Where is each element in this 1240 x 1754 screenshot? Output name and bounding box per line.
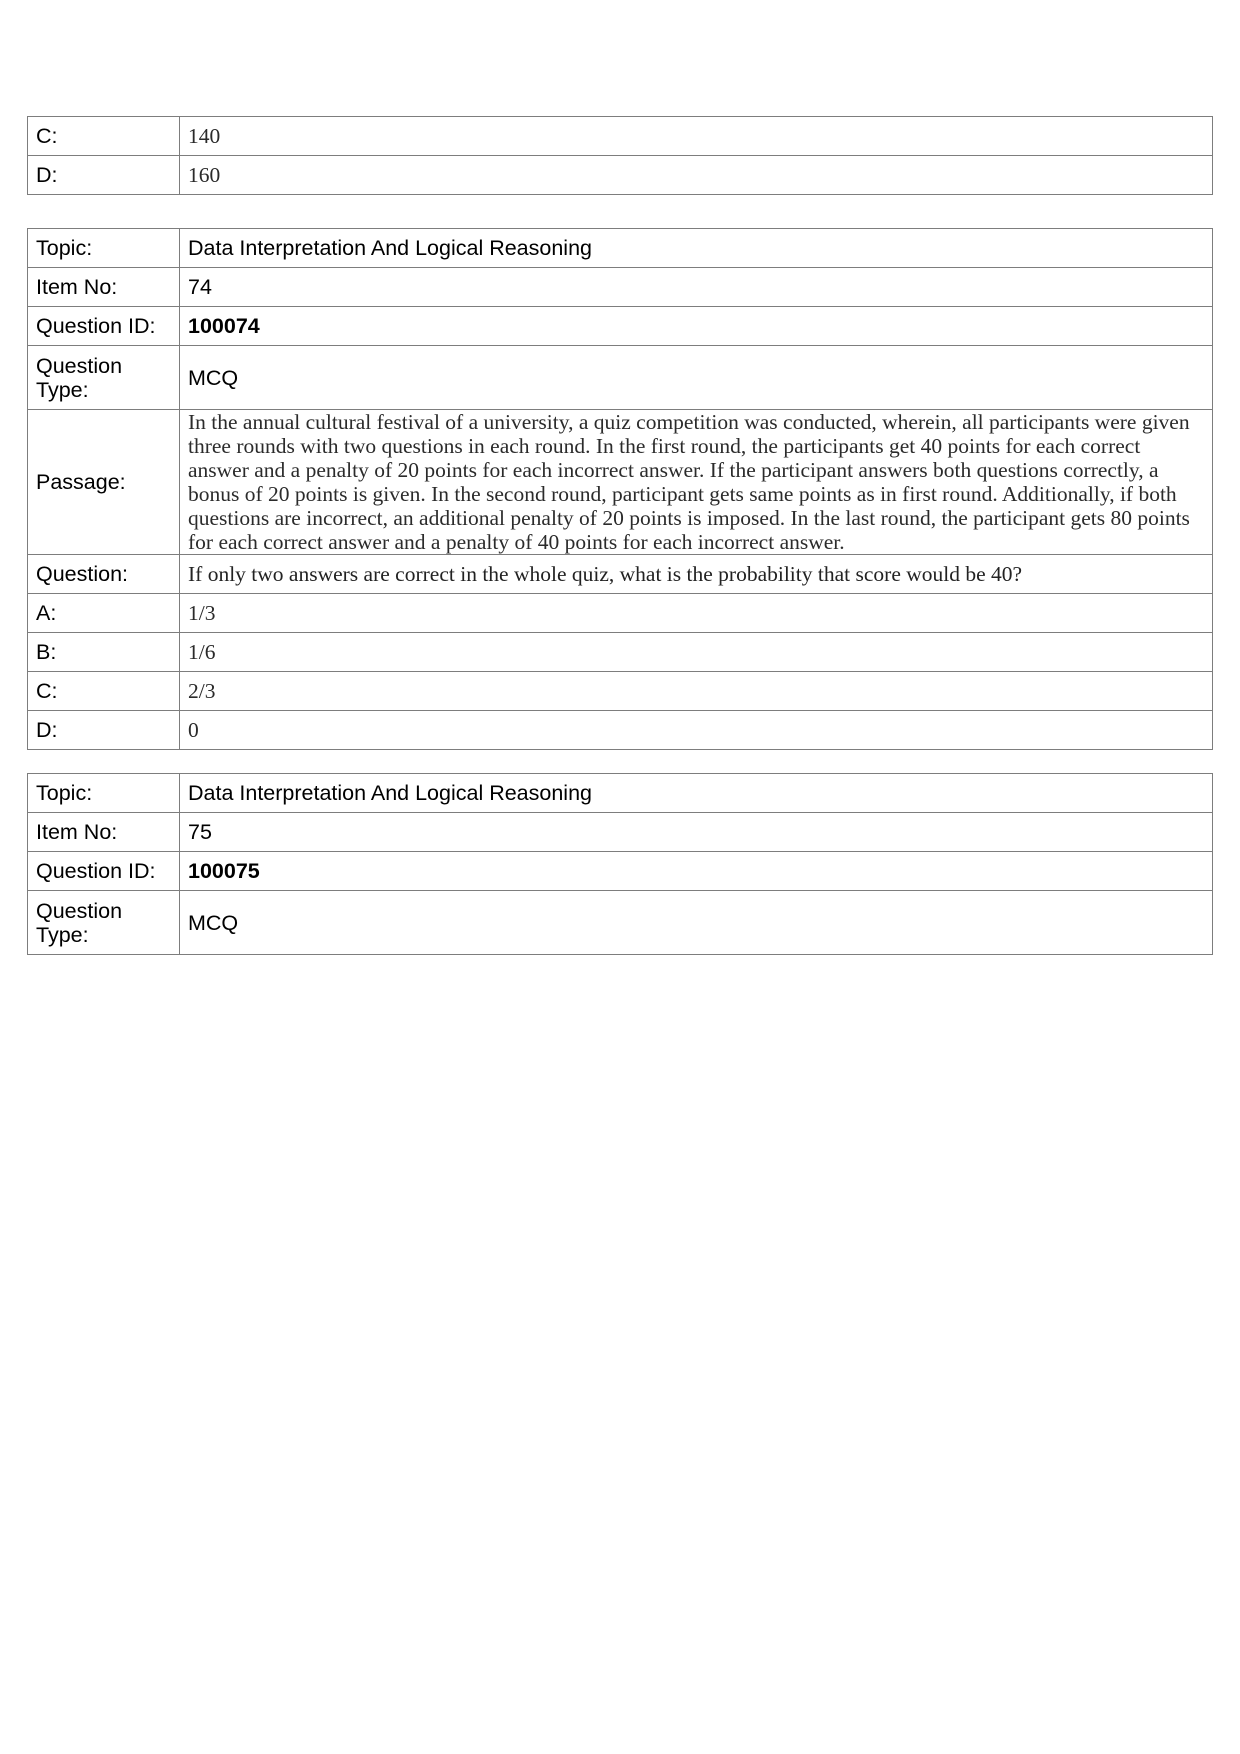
question-id-row — [28, 852, 1213, 891]
topic-label: Topic: — [28, 774, 180, 813]
previous-question-options-table — [27, 116, 1213, 195]
question-type-label: Question Type: — [28, 346, 180, 410]
question-text: If only two answers are correct in the whole quiz, what is the probability that score would be 40? — [180, 555, 1213, 594]
item-no-value: 74 — [180, 268, 1213, 307]
question-type-row — [28, 891, 1213, 955]
question-table-item-74 — [27, 228, 1213, 750]
option-label: D: — [28, 156, 180, 195]
question-label: Question: — [28, 555, 180, 594]
item-no-row — [28, 813, 1213, 852]
question-id-label: Question ID: — [28, 307, 180, 346]
item-no-row — [28, 268, 1213, 307]
option-label: C: — [28, 672, 180, 711]
option-label: B: — [28, 633, 180, 672]
option-row-a — [28, 594, 1213, 633]
topic-label: Topic: — [28, 229, 180, 268]
option-label: D: — [28, 711, 180, 750]
question-type-label: Question Type: — [28, 891, 180, 955]
question-id-label: Question ID: — [28, 852, 180, 891]
option-row-b — [28, 633, 1213, 672]
topic-row — [28, 774, 1213, 813]
item-no-label: Item No: — [28, 268, 180, 307]
option-row-c — [28, 672, 1213, 711]
question-type-value: MCQ — [180, 346, 1213, 410]
topic-row — [28, 229, 1213, 268]
question-table-item-75 — [27, 773, 1213, 955]
question-id-row — [28, 307, 1213, 346]
option-row-c — [28, 117, 1213, 156]
question-row — [28, 555, 1213, 594]
option-label: C: — [28, 117, 180, 156]
item-no-label: Item No: — [28, 813, 180, 852]
option-value: 160 — [180, 156, 1213, 195]
option-label: A: — [28, 594, 180, 633]
question-id-value: 100075 — [180, 852, 1213, 891]
question-id-value: 100074 — [180, 307, 1213, 346]
topic-value: Data Interpretation And Logical Reasoning — [180, 229, 1213, 268]
passage-label: Passage: — [28, 410, 180, 555]
passage-text: In the annual cultural festival of a university, a quiz competition was conducted, wherein, all participants were given three rounds with two questions in each round. In the first round, the participants get 40 points for each correct answer and a penalty of 20 points for each incorrect answer. If the participant answers both questions correctly, a bonus of 20 points is given. In the second round, participant gets same points as in first round. Additionally, if both questions are incorrect, an additional penalty of 20 points is imposed. In the last round, the participant gets 80 points for each correct answer and a penalty of 40 points for each incorrect answer. — [180, 410, 1213, 555]
option-value: 140 — [180, 117, 1213, 156]
option-value: 1/3 — [180, 594, 1213, 633]
option-value: 2/3 — [180, 672, 1213, 711]
option-value: 0 — [180, 711, 1213, 750]
question-type-value: MCQ — [180, 891, 1213, 955]
item-no-value: 75 — [180, 813, 1213, 852]
option-value: 1/6 — [180, 633, 1213, 672]
passage-row — [28, 410, 1213, 555]
option-row-d — [28, 156, 1213, 195]
question-type-row — [28, 346, 1213, 410]
option-row-d — [28, 711, 1213, 750]
topic-value: Data Interpretation And Logical Reasoning — [180, 774, 1213, 813]
